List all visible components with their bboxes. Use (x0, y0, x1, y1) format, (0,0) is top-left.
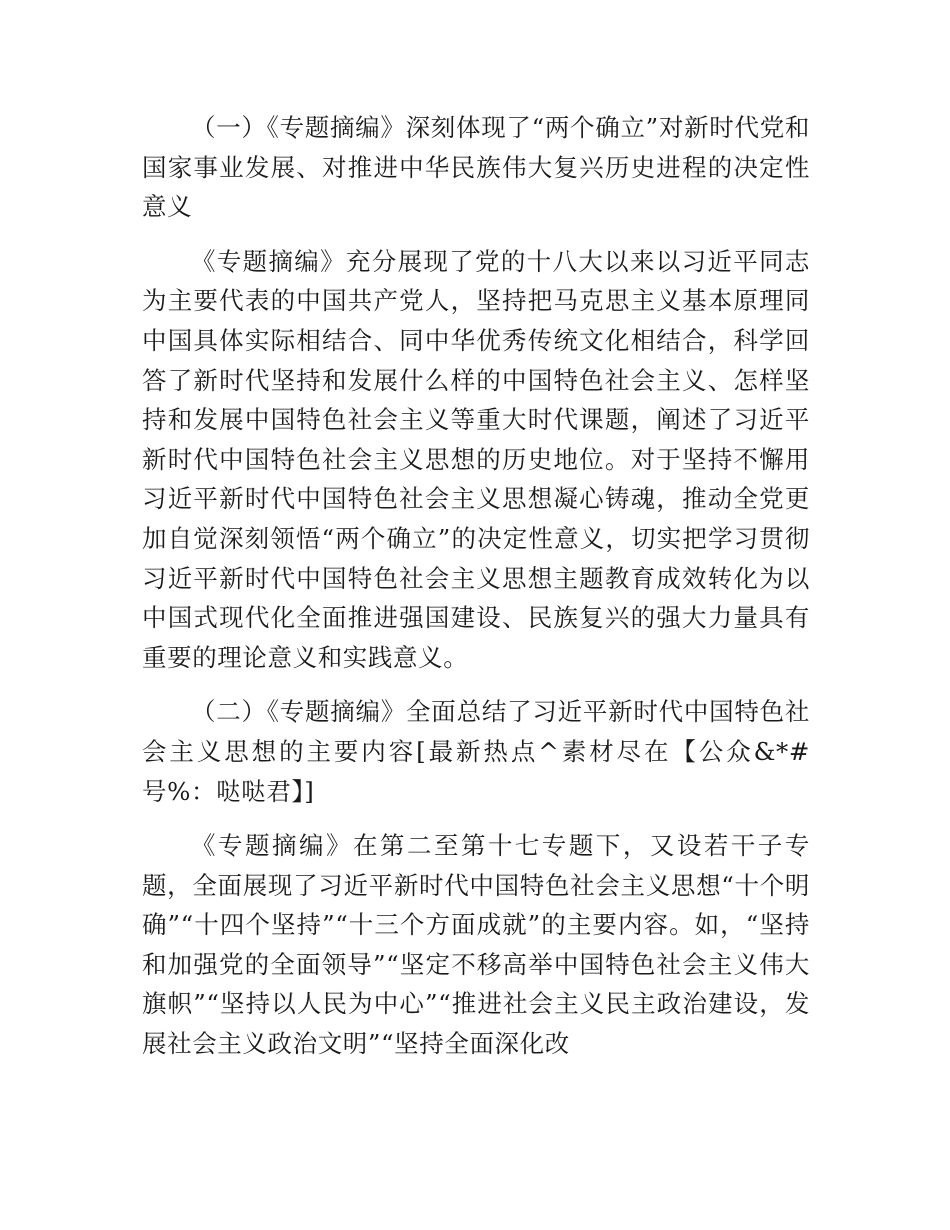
section-body-2: 《专题摘编》在第二至第十七专题下，又设若干子专题，全面展现了习近平新时代中国特色社会主义思想“十个明确”“十四个坚持”“十三个方面成就”的主要内容。如，“坚持和加强党的全面领导”“坚定不移高举中国特色社会主义伟大旗帜”“坚持以人民为中心”“推进社会主义民主政治建设，发展社会主义政治文明”“坚持全面深化改 (142, 831, 810, 1059)
document-body (142, 108, 810, 1079)
section-body-1: 《专题摘编》充分展现了党的十八大以来以习近平同志为主要代表的中国共产党人，坚持把马克思主义基本原理同中国具体实际相结合、同中华优秀传统文化相结合，科学回答了新时代坚持和发展什么样的中国特色社会主义、怎样坚持和发展中国特色社会主义等重大时代课题，阐述了习近平新时代中国特色社会主义思想的历史地位。对于坚持不懈用习近平新时代中国特色社会主义思想凝心铸魂，推动全党更加自觉深刻领悟“两个确立”的决定性意义，切实把学习贯彻习近平新时代中国特色社会主义思想主题教育成效转化为以中国式现代化全面推进强国建设、民族复兴的强大力量具有重要的理论意义和实践意义。 (142, 246, 810, 672)
section-heading-1: （一）《专题摘编》深刻体现了“两个确立”对新时代党和国家事业发展、对推进中华民族伟大复兴历史进程的决定性意义 (142, 113, 810, 222)
section-heading-2: （二）《专题摘编》全面总结了习近平新时代中国特色社会主义思想的主要内容[最新热点^素材尽在【公众&*#号%：哒哒君】] (142, 697, 810, 806)
